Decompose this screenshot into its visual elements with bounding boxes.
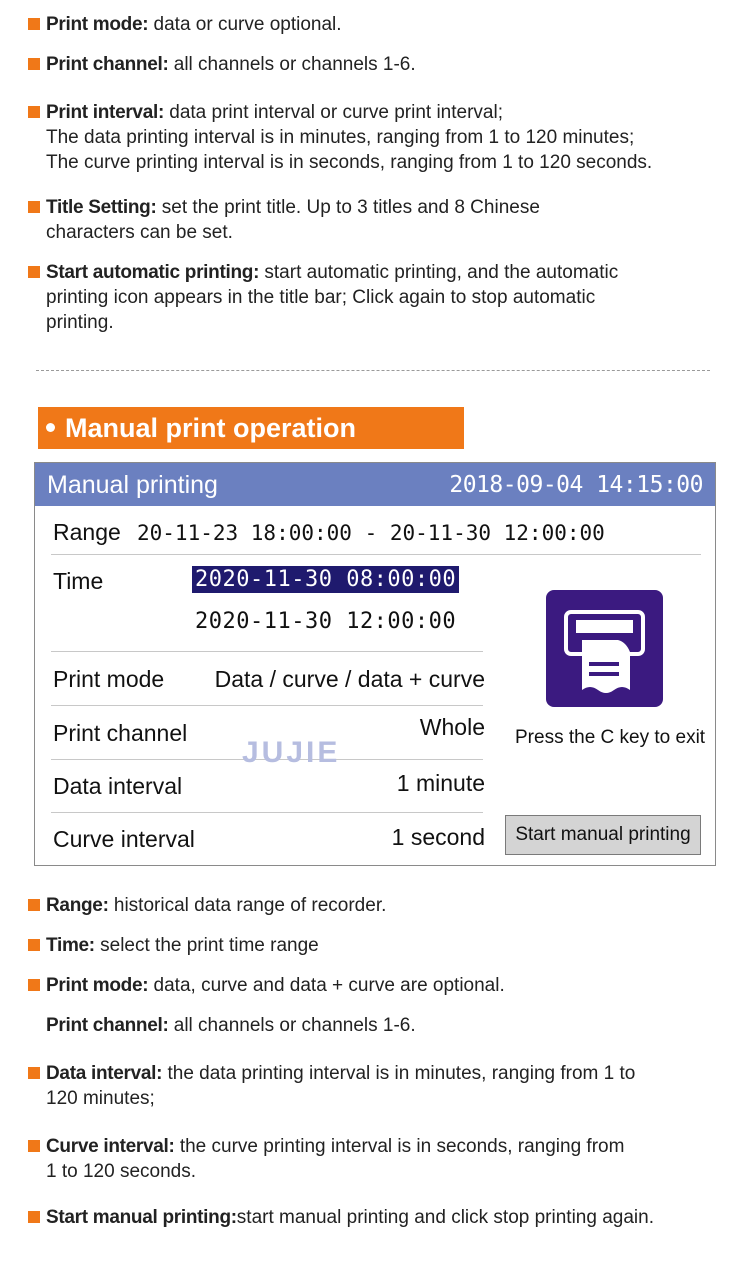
bullet-text: data, curve and data + curve are optional. [153,975,505,996]
section-header [38,407,464,449]
bullet-title-setting [28,195,743,245]
bullet-range [28,893,743,918]
bullet-text: historical data range of recorder. [113,895,387,916]
bullet-square-icon [28,899,40,911]
bullet-text-line: characters can be set. [46,222,233,243]
bullet-square-icon [28,266,40,278]
bullet-text: set the print title. Up to 3 titles and 8 Chinese [156,197,540,218]
section-header-text: Manual print operation [65,413,357,443]
bullet-print-channel [28,52,743,77]
bullet-print-interval [28,100,743,175]
bullet-text-line: The curve printing interval is in seconds, ranging from 1 to 120 seconds. [46,152,653,173]
bullet-text: start manual printing and click stop printing again. [236,1207,654,1228]
bullet-text-line: 1 to 120 seconds. [46,1161,196,1182]
bullet-text: all channels or channels 1-6. [173,54,416,75]
print-channel-label: Print channel [53,720,188,746]
printer-icon-svg [546,590,663,707]
bullet-print-mode-2 [28,973,743,998]
bullet-curve-interval [28,1134,743,1184]
bullet-text: data or curve optional. [153,14,342,35]
bullet-start-manual [28,1205,743,1230]
curve-interval-value[interactable]: 1 second [391,824,485,850]
row-divider [51,554,701,555]
bullet-text: data print interval or curve print interval; [169,102,503,123]
bullet-text-line: printing icon appears in the title bar; Click again to stop automatic [46,287,596,308]
row-divider [51,812,483,813]
bullet-text: the curve printing interval is in seconds, ranging from [179,1136,625,1157]
press-c-to-exit-hint: Press the C key to exit [515,727,706,748]
print-channel-value[interactable]: Whole [419,714,485,740]
bullet-text: all channels or channels 1-6. [173,1015,416,1036]
bullet-square-icon [28,201,40,213]
bullet-text-line: 120 minutes; [46,1088,155,1109]
bullet-label: Time: [46,935,95,956]
print-mode-value[interactable]: Data / curve / data + curve [214,666,485,692]
bullet-label: Print channel: [46,1015,169,1036]
curve-interval-label: Curve interval [53,826,195,852]
bullet-start-automatic [28,260,743,335]
row-divider [51,705,483,706]
print-mode-label: Print mode [53,666,165,692]
bullet-label: Start automatic printing: [46,262,260,283]
time-end-field[interactable]: 2020-11-30 12:00:00 [195,609,457,634]
bullet-square-icon [28,58,40,70]
row-divider [51,651,483,652]
bullet-text: start automatic printing, and the automatic [264,262,619,283]
bullet-print-channel-2 [28,1013,743,1038]
bullet-text: select the print time range [100,935,319,956]
data-interval-label: Data interval [53,773,183,799]
bullet-data-interval [28,1061,743,1111]
time-start-field[interactable]: 2020-11-30 08:00:00 [192,566,459,593]
bullet-text-line: printing. [46,312,114,333]
range-value[interactable]: 20-11-23 18:00:00 - 20-11-30 12:00:00 [137,521,605,545]
start-manual-printing-button[interactable]: Start manual printing [505,815,701,855]
panel-datetime: 2018-09-04 14:15:00 [449,472,703,498]
manual-printing-panel [34,462,716,866]
bullet-label: Print mode: [46,14,149,35]
watermark-logo: JUJIE [242,736,341,769]
bullet-text: the data printing interval is in minutes, ranging from 1 to [167,1063,636,1084]
panel-title-bar [35,463,715,506]
time-label: Time [53,568,104,594]
range-label: Range [53,519,121,545]
bullet-print-mode [28,12,743,37]
dashed-divider [36,370,710,371]
bullet-time [28,933,743,958]
bullet-square-icon [28,1067,40,1079]
bullet-square-icon [28,1211,40,1223]
bullet-square-icon [28,18,40,30]
bullet-square-icon [28,106,40,118]
panel-title: Manual printing [47,471,218,499]
bullet-label: Print mode: [46,975,149,996]
bullet-label: Print channel: [46,54,169,75]
bullet-label: Print interval: [46,102,164,123]
data-interval-value[interactable]: 1 minute [396,770,485,796]
bullet-text-line: The data printing interval is in minutes, ranging from 1 to 120 minutes; [46,127,635,148]
bullet-label: Start manual printing: [46,1207,237,1228]
bullet-label: Data interval: [46,1063,163,1084]
bullet-dot-icon [46,423,55,432]
bullet-square-icon [28,939,40,951]
bullet-label: Title Setting: [46,197,157,218]
bullet-label: Range: [46,895,109,916]
bullet-square-icon [28,1140,40,1152]
bullet-square-icon [28,979,40,991]
bullet-label: Curve interval: [46,1136,175,1157]
printer-icon [546,590,663,707]
